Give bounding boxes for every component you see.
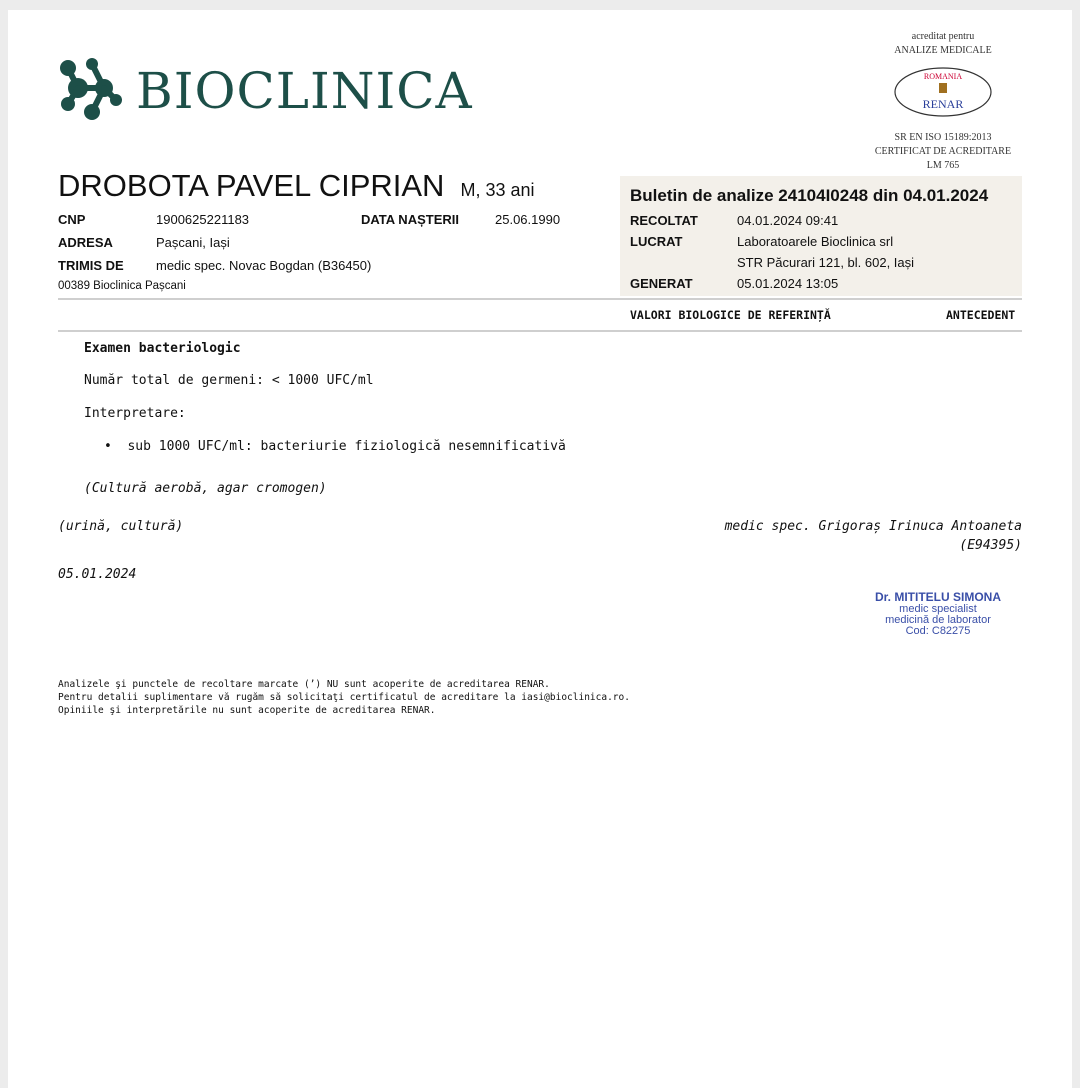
interpretation-item	[104, 439, 566, 454]
accreditation-block	[858, 30, 1028, 173]
columns-divider	[58, 330, 1022, 332]
report-date: 05.01.2024	[58, 567, 137, 582]
footer-line3: Opiniile şi interpretările nu sunt acoperite de acreditarea RENAR.	[58, 705, 436, 716]
patient-sex-age: M, 33 ani	[460, 180, 535, 200]
collection-point: 00389 Bioclinica Pașcani	[58, 280, 186, 292]
bullet-icon: •	[104, 439, 128, 454]
interpretation-label: Interpretare:	[84, 406, 186, 421]
svg-text:RENAR: RENAR	[922, 97, 964, 111]
accreditation-line2: ANALIZE MEDICALE	[894, 45, 992, 56]
generated-label: GENERAT	[630, 276, 693, 291]
collected-value: 04.01.2024 09:41	[737, 213, 839, 228]
interpretation-text: sub 1000 UFC/ml: bacteriurie fiziologică nesemnificativă	[127, 439, 566, 454]
validating-doctor-code: (E94395)	[959, 538, 1022, 553]
report-page	[8, 10, 1072, 1088]
patient-header	[58, 168, 535, 204]
accreditation-line1: acreditat pentru	[911, 31, 975, 42]
cnp-label: CNP	[58, 212, 86, 227]
accreditation-standard: SR EN ISO 15189:2013	[894, 132, 992, 143]
stamp-title: medic specialist	[899, 603, 977, 615]
stamp-specialty: medicină de laborator	[885, 614, 991, 626]
worked-label: LUCRAT	[630, 234, 683, 249]
germ-count: Număr total de germeni: < 1000 UFC/ml	[84, 373, 374, 388]
sent-by-value: medic spec. Novac Bogdan (B36450)	[156, 258, 372, 273]
address-value: Pașcani, Iași	[156, 235, 230, 250]
column-antecedent: ANTECEDENT	[946, 308, 1016, 322]
worked-address: STR Păcurari 121, bl. 602, Iași	[737, 255, 915, 270]
column-reference-values: VALORI BIOLOGICE DE REFERINȚĂ	[630, 308, 831, 322]
bioclinica-logo	[58, 58, 478, 128]
footer-line1: Analizele şi punctele de recoltare marcate (’) NU sunt acoperite de acreditarea RENAR.	[58, 679, 550, 690]
sent-by-label: TRIMIS DE	[58, 258, 124, 273]
stamp-code: Cod: C82275	[905, 625, 971, 637]
dob-label: DATA NAȘTERII	[361, 212, 459, 227]
sample-type: (urină, cultură)	[58, 519, 184, 534]
svg-text:ROMANIA: ROMANIA	[923, 72, 963, 81]
accreditation-lm: LM 765	[926, 160, 960, 171]
generated-value: 05.01.2024 13:05	[737, 276, 839, 291]
renar-badge-icon	[893, 66, 993, 118]
stamp-name: Dr. MITITELU SIMONA	[875, 590, 1001, 604]
bulletin-title: Buletin de analize 24104I0248 din 04.01.2024	[630, 186, 989, 205]
bioclinica-molecule-icon	[58, 58, 124, 124]
collected-label: RECOLTAT	[630, 213, 698, 228]
accreditation-cert: CERTIFICAT DE ACREDITARE	[874, 146, 1012, 157]
exam-title: Examen bacteriologic	[84, 341, 241, 356]
validating-doctor: medic spec. Grigoraș Irinuca Antoaneta	[724, 519, 1022, 534]
footer-line2: Pentru detalii suplimentare vă rugăm să solicitaţi certificatul de acreditare la iasi@bioclinica.ro.	[58, 692, 630, 703]
bulletin-panel	[620, 176, 1022, 296]
dob-value: 25.06.1990	[495, 212, 561, 227]
address-label: ADRESA	[58, 235, 113, 250]
footer-notes	[58, 678, 630, 717]
worked-lab: Laboratoarele Bioclinica srl	[737, 234, 894, 249]
doctor-stamp	[858, 590, 1018, 637]
brand-name: BIOCLINICA	[136, 62, 473, 120]
header-divider	[58, 298, 1022, 300]
patient-name: DROBOTA PAVEL CIPRIAN	[58, 168, 445, 203]
culture-method: (Cultură aerobă, agar cromogen)	[84, 481, 327, 496]
cnp-value: 1900625221183	[156, 212, 250, 227]
